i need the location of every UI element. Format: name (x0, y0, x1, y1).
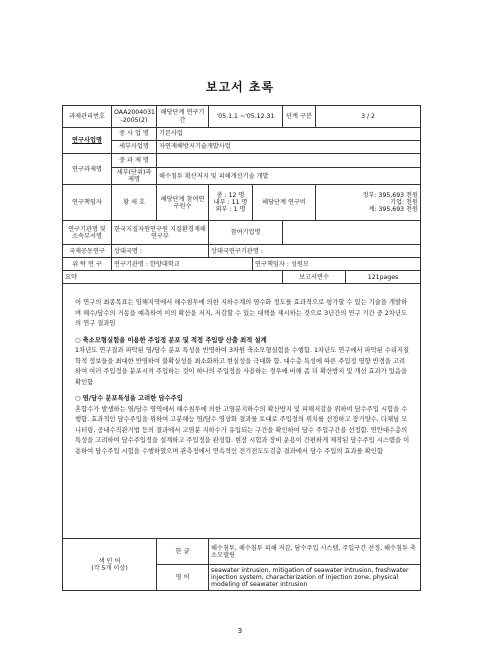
report-title: 보고서 초록 (205, 80, 275, 94)
keywords-ko-row (63, 539, 421, 565)
project-no-label: 과제관리번호 (63, 106, 112, 128)
budget-label: 해당단계 연구비 (253, 185, 316, 221)
intl-org: 상대국연구기관명 : (209, 245, 421, 258)
partner-value (283, 221, 421, 245)
project-no-value: OAA2004031 -2005(2) (112, 106, 157, 128)
researcher-row (63, 185, 421, 221)
keywords-en: seawater intrusion, mitigation of seawater intrusion, freshwater injection system, characterization of injection zone, physical modeling of seawater intrusion (209, 565, 421, 591)
partner-label: 참여기업명 (209, 221, 283, 245)
section1-title: ○ 축소모형실험을 이용한 주입정 분포 및 적정 주입량 산출 최적 설계 (75, 336, 267, 344)
org-label: 연구기관명 및 소속부서명 (63, 221, 112, 245)
keywords-ko-label: 한 글 (157, 539, 209, 565)
project-label: 연구과제명 (63, 154, 112, 185)
budget-gov: 정부: 395,693 천원 (362, 192, 419, 200)
intl-country: 상대국명 : (112, 245, 209, 258)
summary-intro: 이 연구의 최종목표는 임해지역에서 해수침투에 의한 지하수계의 염수화 정도를 효과적으로 평가할 수 있는 기술을 개발하며 해수/담수의 거동을 예측하여 이의 확산을 저지, 저감할 수 있는 대책을 제시하는 것으로 3년간의 연구 기간 중 2차년도의 연구 결과임 (75, 299, 408, 328)
summary-body-row (63, 284, 421, 539)
summary-label: 요약 (63, 271, 283, 284)
period-label: 해당단계 연구기간 (157, 106, 209, 128)
section2-title: ○ 염/담수 분포특성을 고려한 담수주입 (75, 395, 183, 403)
stage-value: 3 / 2 (316, 106, 421, 128)
consign-org: 연구기관명 : 한양대학교 (112, 258, 253, 271)
project-detail-value: 해수침투 확산저지 및 피해개선기술 개발 (157, 168, 421, 185)
intl-row (63, 245, 421, 258)
stage-label: 단계 구분 (283, 106, 316, 128)
project-big-row (63, 154, 421, 168)
page-number: 3 (237, 627, 243, 635)
org-value: 한국지질자원연구원 지질환경재해연구부 (112, 221, 209, 245)
participant-external: 외부 : 1 명 (215, 206, 246, 214)
researcher-label: 연구책임자 (63, 185, 112, 221)
participant-total: 총 : 12 명 (216, 192, 245, 200)
intl-label: 국제공동연구 (63, 245, 112, 258)
program-label: 연구사업명 (63, 128, 112, 154)
summary-row (63, 271, 421, 284)
program-sub-label: 세부사업명 (112, 141, 157, 154)
budget-values (316, 185, 421, 221)
program-sub-row (63, 141, 421, 154)
project-detail-row (63, 168, 421, 185)
summary-body (63, 284, 421, 539)
section2-text: 혼합수가 발생하는 염/담수 영역에서 해수침투에 의한 고염분지하수의 확산방지 및 피해저감을 위하여 담수주입 시험을 수행함. 효과적인 담수주입을 위하여 고분해능 염/담수 영상화 결과를 토대로 주입정의 위치를 선정하고 장기양수, 다채널 모니터링, 공내수직관거법 등의 결과에서 고염분 지하수가 유입되는 구간을 확인하여 담수 주입구간을 선정함. 연안대수층의 특성을 고려하여 담수주입정을 설계하고 주입정을 완성함. 현장 시험과 장비 운용이 간편하게 제작된 담수주입 시스템을 이용하여 담수주입 시험을 수행하였으며 관측정에서 연속적인 전기전도도검층 결과에서 담수 주입의 효과를 확인함 (75, 405, 410, 455)
pages-value: 121pages (346, 271, 421, 284)
consign-row (63, 258, 421, 271)
keywords-ko: 해수침투, 해수침투 피해 저감, 담수주입 시스템, 주입구간 선정, 해수침투 축소모델링 (209, 539, 421, 565)
project-big-label: 중 과 제 명 (112, 154, 157, 168)
researcher-name: 황 세 호 (112, 185, 157, 221)
project-detail-label: 세부(단위)과제명 (112, 168, 157, 185)
program-mid-row (63, 128, 421, 141)
budget-sum: 계: 395,693 천원 (368, 206, 419, 214)
program-mid-label: 중 사 업 명 (112, 128, 157, 141)
keywords-label: 색 인 어 (각 5개 이상) (63, 539, 157, 591)
period-value: '05.1.1 ~'05.12.31 (209, 106, 283, 128)
abstract-table (62, 105, 421, 591)
participant-count-label: 해당단계 참여연구원수 (157, 185, 209, 221)
participant-internal: 내부 : 11 명 (213, 199, 248, 207)
pages-label: 보고서면수 (283, 271, 346, 284)
keywords-en-label: 영 어 (157, 565, 209, 591)
consign-label: 위 탁 연 구 (63, 258, 112, 271)
program-sub-value: 자연재해방지기술개발사업 (157, 141, 421, 154)
section1-text: 1차년도 연구결과 파악된 염/담수 분포 특성을 반영하여 3차원 축소모형실험을 수행함. 1차년도 연구에서 파악된 수리지질학적 정보들을 최대한 반영하여 불확실성을 최소화하고 현실성을 극대화 함. 대수층 특성에 따른 주입정 영향 반경을 고려하여 여러 주입정을 분포시켜 주입하는 것이 하나의 주입정을 사용하는 경우에 비해 좀 더 확산방지 및 개선 효과가 있음을 확인함 (75, 347, 410, 386)
project-big-value (157, 154, 421, 168)
participant-counts (209, 185, 253, 221)
consign-lead: 연구책임자 : 성원모 (253, 258, 421, 271)
program-mid-value: 기본사업 (157, 128, 421, 141)
budget-company: 기업: 천원 (390, 199, 419, 207)
project-no-row (63, 106, 421, 128)
org-row (63, 221, 421, 245)
